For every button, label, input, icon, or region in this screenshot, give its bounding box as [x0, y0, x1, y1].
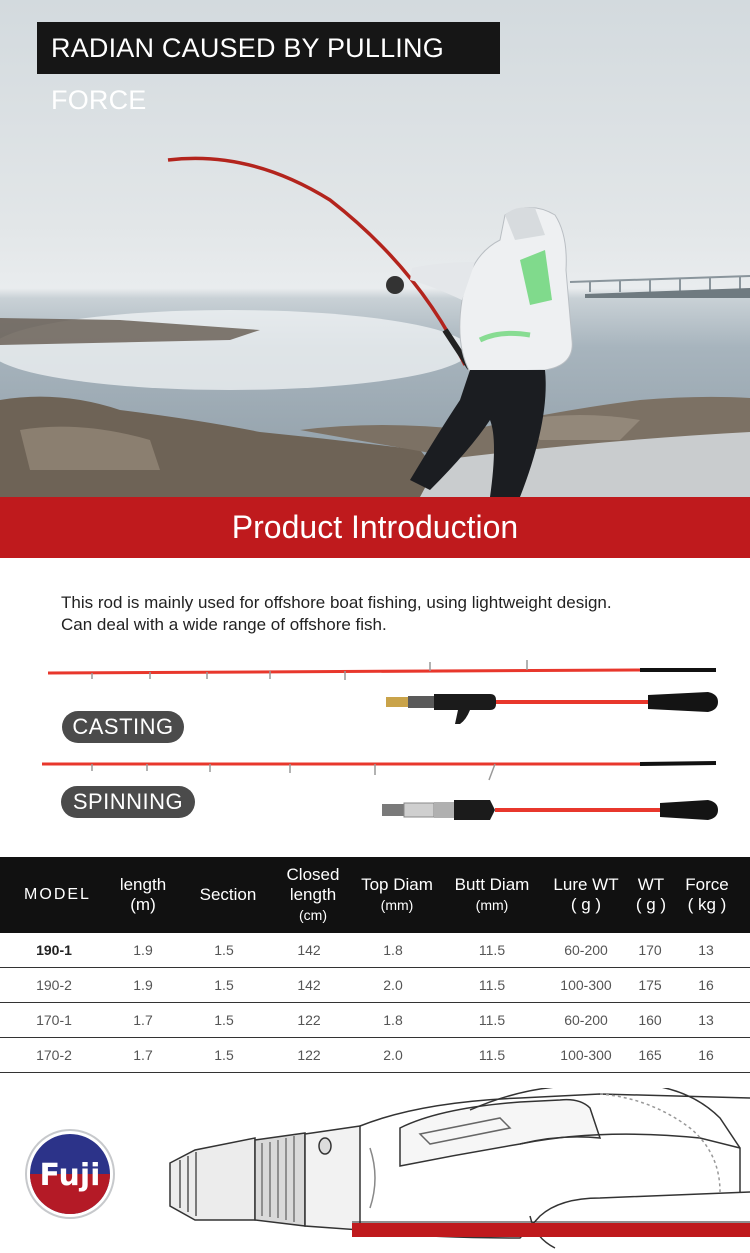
reel-seat-section	[0, 1088, 750, 1253]
cell-section: 1.5	[214, 977, 234, 993]
header-unit: (m)	[130, 895, 156, 914]
spinning-butt-section	[382, 800, 718, 820]
logo-text: Fuji	[39, 1158, 101, 1193]
header-label: WT	[637, 875, 665, 894]
header-unit: ( kg )	[687, 895, 727, 914]
column-header-model	[0, 857, 115, 933]
rod-variants	[0, 640, 750, 840]
section-banner: Product Introduction	[0, 497, 750, 558]
cell-length: 1.9	[133, 942, 153, 958]
cell-wt: 175	[638, 977, 662, 993]
cell-force: 16	[698, 1047, 714, 1063]
casting-tip-section	[48, 660, 716, 680]
cell-lure-wt: 100-300	[560, 1047, 612, 1063]
spinning-tip-section	[42, 763, 716, 780]
cell-lure-wt: 60-200	[564, 942, 608, 958]
table-row	[0, 1003, 750, 1038]
header-label: MODEL	[24, 886, 91, 903]
cell-model: 170-2	[36, 1047, 72, 1063]
cell-model: 170-1	[36, 1012, 72, 1028]
cell-model: 190-2	[36, 977, 72, 993]
cell-top-diam: 2.0	[383, 977, 403, 993]
cell-closed-length: 122	[297, 1012, 321, 1028]
column-header-force	[676, 857, 738, 933]
cell-lure-wt: 100-300	[560, 977, 612, 993]
hero-title: RADIAN CAUSED BY PULLING FORCE	[37, 22, 500, 74]
cell-force: 13	[698, 1012, 714, 1028]
header-label: Section	[199, 885, 257, 904]
cell-force: 16	[698, 977, 714, 993]
cell-force: 13	[698, 942, 714, 958]
cell-wt: 170	[638, 942, 662, 958]
cell-model: 190-1	[36, 942, 72, 958]
cell-section: 1.5	[214, 1047, 234, 1063]
spinning-label: SPINNING	[61, 786, 195, 818]
cell-top-diam: 1.8	[383, 1012, 403, 1028]
header-label: Closed length	[286, 865, 340, 904]
fuji-logo	[26, 1130, 114, 1218]
header-unit: (mm)	[380, 897, 414, 913]
cell-butt-diam: 11.5	[478, 977, 506, 993]
cell-butt-diam: 11.5	[478, 1047, 506, 1063]
cell-butt-diam: 11.5	[478, 1012, 506, 1028]
column-header-lure-wt	[545, 857, 627, 933]
header-label: Lure WT	[553, 875, 619, 894]
cell-closed-length: 122	[297, 1047, 321, 1063]
accent-bar	[352, 1223, 750, 1237]
header-unit: ( g )	[635, 895, 667, 914]
column-header-butt-diam	[444, 857, 540, 933]
product-description	[61, 592, 741, 636]
column-header-top-diam	[352, 857, 442, 933]
column-header-length	[104, 857, 182, 933]
reel-seat-sketch	[0, 1088, 750, 1253]
spec-table-body	[0, 933, 750, 1073]
cell-top-diam: 1.8	[383, 942, 403, 958]
cell-closed-length: 142	[297, 977, 321, 993]
cell-closed-length: 142	[297, 942, 321, 958]
casting-butt-section	[386, 692, 718, 724]
table-row	[0, 933, 750, 968]
header-label: Top Diam	[361, 875, 433, 894]
hero-photo	[0, 0, 750, 497]
column-header-wt	[628, 857, 674, 933]
description-line: This rod is mainly used for offshore boat fishing, using lightweight design.	[61, 593, 612, 612]
header-unit: (cm)	[299, 907, 327, 923]
cell-length: 1.7	[133, 1012, 153, 1028]
header-label: length	[119, 875, 167, 894]
spec-table-header	[0, 857, 750, 933]
cell-section: 1.5	[214, 942, 234, 958]
table-row	[0, 968, 750, 1003]
cell-section: 1.5	[214, 1012, 234, 1028]
casting-label: CASTING	[62, 711, 184, 743]
far-shore	[585, 288, 750, 298]
header-unit: (mm)	[475, 897, 509, 913]
cell-wt: 160	[638, 1012, 662, 1028]
header-label: Force	[685, 875, 729, 894]
cell-length: 1.9	[133, 977, 153, 993]
table-row	[0, 1038, 750, 1073]
reel-icon	[386, 276, 404, 294]
cell-top-diam: 2.0	[383, 1047, 403, 1063]
column-header-closed-length	[274, 857, 352, 933]
header-label: Butt Diam	[454, 875, 530, 894]
header-unit: ( g )	[570, 895, 602, 914]
cell-lure-wt: 60-200	[564, 1012, 608, 1028]
cell-butt-diam: 11.5	[478, 942, 506, 958]
cell-length: 1.7	[133, 1047, 153, 1063]
description-line: Can deal with a wide range of offshore fish.	[61, 615, 387, 634]
column-header-section	[187, 857, 269, 933]
cell-wt: 165	[638, 1047, 662, 1063]
